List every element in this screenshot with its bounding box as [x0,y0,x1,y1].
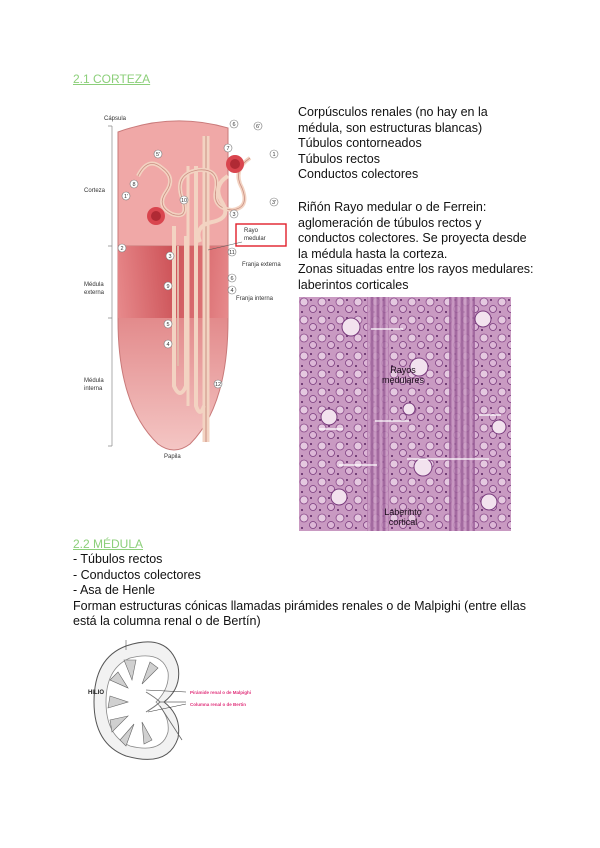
label-rayo-medular: Rayo [244,228,259,234]
num-label: 2 [120,246,124,252]
num-label: 3 [232,212,236,218]
paragraph-line: conductos colectores. Se proyecta desde [298,231,527,246]
section-heading-medula: 2.2 MÉDULA [73,537,144,551]
paragraph-line: laberintos corticales [298,277,409,292]
num-label: 6' [255,124,261,130]
num-label: 6 [232,122,236,128]
list-item: médula, son estructuras blancas) [298,120,483,135]
label-rayos-2: medulares [381,375,425,385]
label-medula-externa-2: externa [84,290,105,296]
list-item: - Asa de Henle [73,583,155,598]
num-label: 6 [230,276,234,282]
num-label: 10 [180,198,188,204]
label-medula-interna: Médula [84,378,104,384]
num-label: 5 [166,322,170,328]
kidney-diagram [86,636,296,768]
list-item: Corpúsculos renales (no hay en la [298,105,488,119]
label-corteza: Corteza [84,188,106,194]
num-label: 9 [166,284,170,290]
label-laberinto: Laberinto [384,507,422,517]
num-label: 4 [166,342,170,348]
list-item: Conductos colectores [298,167,419,182]
label-franja-externa: Franja externa [242,262,281,268]
label-medula-externa: Médula [84,282,104,288]
medula-list [73,552,526,630]
label-piramide: Pirámide renal o de Malpighi [190,690,252,695]
label-rayos: Rayos [390,365,416,375]
corteza-list [298,105,488,183]
paragraph-line: Riñón Rayo medular o de Ferrein: [298,200,487,214]
num-label: 8 [132,182,136,188]
num-label: 1' [123,194,129,200]
label-columna: Columna renal o de Bertin [190,702,247,707]
paragraph-line: está la columna renal o de Bertín) [73,614,261,629]
histology-micrograph [299,297,511,531]
nephron-diagram [78,106,290,462]
paragraph-line: la médula hasta la corteza. [298,246,448,261]
num-label: 3' [271,200,277,206]
paragraph-line: Forman estructuras cónicas llamadas pirámides renales o de Malpighi (entre ellas [73,598,526,613]
paragraph-line: aglomeración de túbulos rectos y [298,215,482,230]
list-item: - Conductos colectores [73,567,201,582]
num-label: 7 [226,146,230,152]
paragraph-line: Zonas situadas entre los rayos medulares: [298,262,534,277]
num-label: 1 [272,152,276,158]
num-label: 5' [155,152,161,158]
label-rayo-medular-2: medular [244,236,266,242]
list-item: - Túbulos rectos [73,552,163,566]
num-label: 4 [230,288,234,294]
label-hilio: HILIO [88,690,104,696]
list-item: Túbulos rectos [298,151,380,166]
num-label: 12 [214,382,222,388]
num-label: 3 [168,254,172,260]
label-medula-interna-2: interna [84,386,103,392]
label-laberinto-2: cortical [388,517,418,527]
label-papila: Papila [164,454,181,460]
rayo-medular-paragraph [298,200,534,294]
num-label: 11 [229,250,235,256]
label-capsula: Cápsula [104,116,127,122]
label-franja-interna: Franja interna [236,296,274,302]
list-item: Túbulos contorneados [298,136,422,151]
section-heading-corteza: 2.1 CORTEZA [73,72,151,86]
